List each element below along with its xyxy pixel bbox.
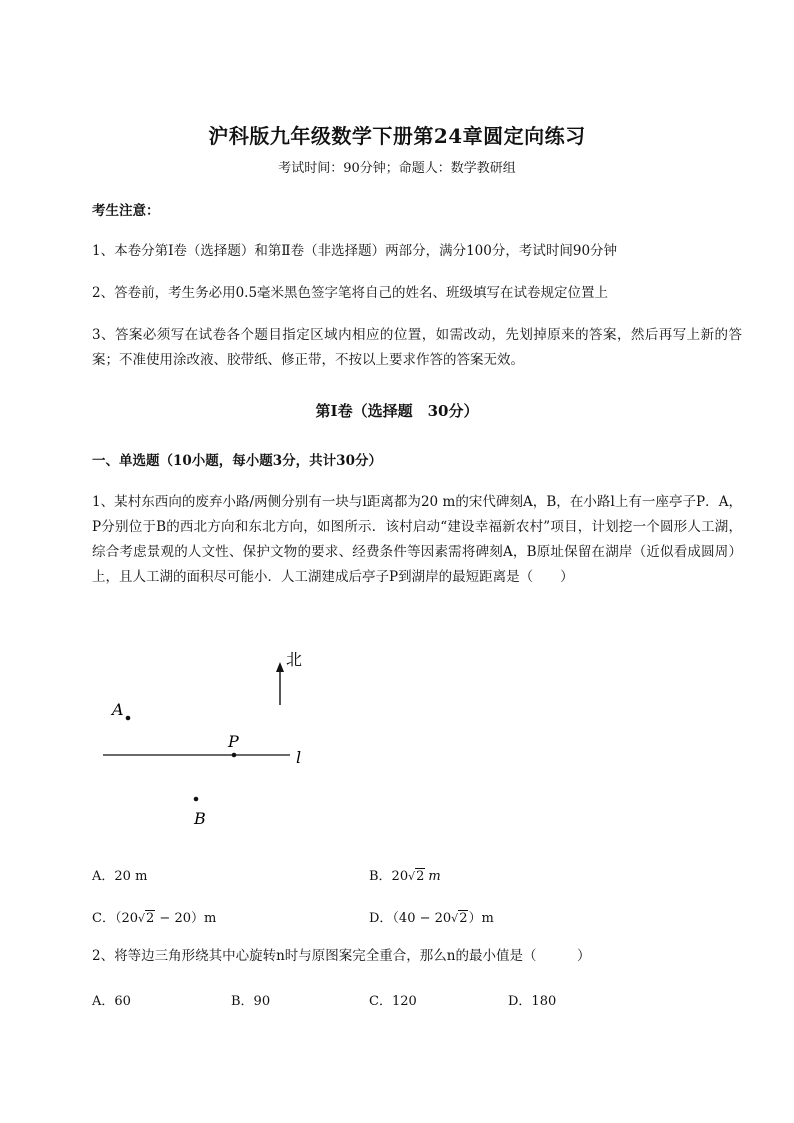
q1-option-b[interactable] — [369, 865, 441, 884]
q1-option-c[interactable] — [92, 907, 216, 926]
part-title: 一、单选题（10小题，每小题3分，共计30分） — [92, 453, 382, 469]
question-1-figure — [90, 640, 330, 835]
section-title: 第I卷（选择题 30分） — [315, 402, 479, 420]
q1-option-c-prefix: C．（20 — [92, 911, 138, 926]
point-p-label: P — [228, 732, 239, 751]
q2-option-d[interactable]: D．180 — [508, 994, 557, 1009]
q1-option-d-suffix: ）m — [468, 911, 494, 926]
point-a-label: A — [112, 700, 124, 719]
q1-option-d[interactable] — [369, 907, 494, 926]
q1-option-b-prefix: B．20 — [369, 869, 409, 884]
q1-option-d-prefix: D．（40 − 20 — [369, 911, 452, 926]
notice-heading: 考生注意： — [92, 203, 160, 219]
line-l-label: l — [296, 748, 302, 767]
question-2-text: 2、将等边三角形绕其中心旋转n时与原图案完全重合，那么n的最小值是（ ） — [92, 948, 591, 964]
q1-option-a[interactable]: A．20 m — [92, 869, 148, 884]
question-1-text: 1、某村东西向的废弃小路/两侧分别有一块与l距离都为20 m的宋代碑刻A，B，在小路l上有一座亭子P．A，P分别位于B的西北方向和东北方向，如图所示．该村启动“建设幸福新农村”项目，计划挖一个圆形人工湖，综合考虑景观的人文性、保护文物的要求、经费条件等因素需将碑刻A，B原址保留在湖岸（近似看成圆周）上，且人工湖的面积尽可能小．人工湖建成后亭子P到湖岸的最短距离是（ ） — [92, 494, 742, 585]
point-b-label: B — [194, 809, 206, 828]
exam-subtitle: 考试时间：90分钟；命题人：数学教研组 — [278, 161, 516, 176]
q1-option-c-suffix: − 20）m — [155, 911, 217, 926]
sqrt-icon: √ — [138, 912, 146, 925]
point-a — [126, 716, 131, 721]
sqrt-icon: √ — [408, 870, 416, 883]
q2-option-c[interactable]: C．120 — [369, 994, 417, 1009]
notice-item-3: 3、答案必须写在试卷各个题目指定区域内相应的位置，如需改动，先划掉原来的答案，然后再写上新的答案；不准使用涂改液、胶带纸、修正带，不按以上要求作答的答案无效。 — [92, 327, 742, 368]
q1-option-c-radicand: 2 — [146, 911, 155, 926]
point-p — [232, 753, 237, 758]
point-b — [194, 797, 199, 802]
notice-item-1: 1、本卷分第I卷（选择题）和第Ⅱ卷（非选择题）两部分，满分100分，考试时间90分钟 — [92, 243, 618, 259]
q1-option-b-radicand: 2 — [416, 869, 425, 884]
q1-option-b-unit: m — [428, 869, 441, 884]
q2-option-b[interactable]: B．90 — [231, 994, 271, 1009]
sqrt-icon: √ — [451, 912, 459, 925]
north-label: 北 — [286, 650, 303, 669]
page-title: 沪科版九年级数学下册第24章圆定向练习 — [208, 124, 586, 148]
q2-option-a[interactable]: A．60 — [92, 994, 131, 1009]
q1-option-d-radicand: 2 — [459, 911, 468, 926]
notice-item-2: 2、答卷前，考生务必用0.5毫米黑色签字笔将自己的姓名、班级填写在试卷规定位置上 — [92, 285, 609, 301]
north-arrow-head — [276, 662, 284, 672]
